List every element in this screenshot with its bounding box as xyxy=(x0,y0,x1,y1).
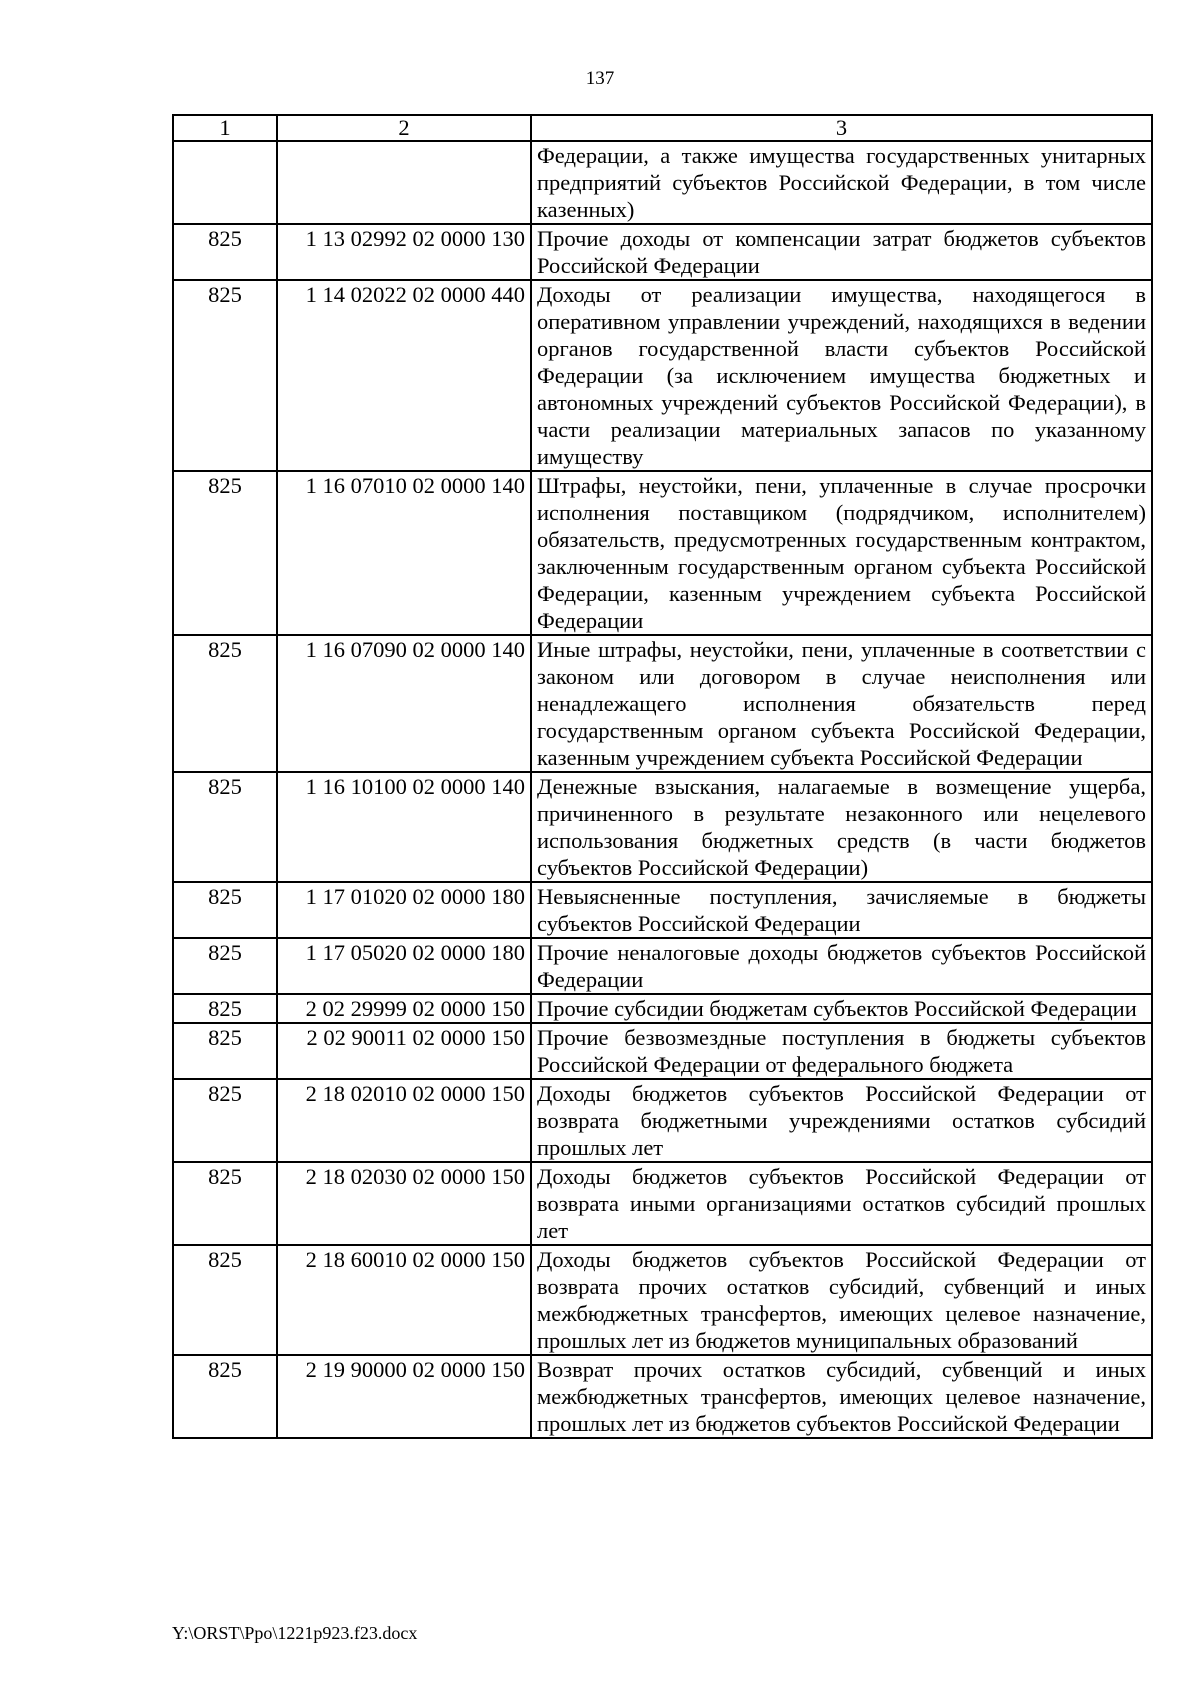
description-cell: Доходы бюджетов субъектов Российской Федерации от возврата бюджетными учреждениями остатков субсидий прошлых лет xyxy=(531,1079,1152,1162)
table-row xyxy=(173,1023,1152,1079)
description-cell: Прочие неналоговые доходы бюджетов субъектов Российской Федерации xyxy=(531,938,1152,994)
table-row xyxy=(173,772,1152,882)
table-row xyxy=(173,1162,1152,1245)
table-row xyxy=(173,1245,1152,1355)
budget-code-cell: 1 13 02992 02 0000 130 xyxy=(277,224,531,280)
budget-code-cell: 1 17 05020 02 0000 180 xyxy=(277,938,531,994)
admin-code-cell xyxy=(173,141,277,224)
column-header-1: 1 xyxy=(173,115,277,141)
description-cell: Прочие субсидии бюджетам субъектов Российской Федерации xyxy=(531,994,1152,1023)
table-row xyxy=(173,280,1152,471)
page-number: 137 xyxy=(585,68,615,89)
budget-code-cell: 2 02 90011 02 0000 150 xyxy=(277,1023,531,1079)
budget-code-cell xyxy=(277,141,531,224)
budget-code-cell: 2 02 29999 02 0000 150 xyxy=(277,994,531,1023)
admin-code-cell: 825 xyxy=(173,1023,277,1079)
admin-code-cell: 825 xyxy=(173,882,277,938)
admin-code-cell: 825 xyxy=(173,938,277,994)
description-cell: Доходы от реализации имущества, находящегося в оперативном управлении учреждений, находящихся в ведении органов государственной власти субъектов Российской Федерации (за исключением имущества бюджетных и автономных учреждений субъектов Российской Федерации), в части реализации материальных запасов по указанному имуществу xyxy=(531,280,1152,471)
admin-code-cell: 825 xyxy=(173,224,277,280)
description-cell: Федерации, а также имущества государственных унитарных предприятий субъектов Российской Федерации, в том числе казенных) xyxy=(531,141,1152,224)
table-row xyxy=(173,635,1152,772)
table-row xyxy=(173,938,1152,994)
column-header-2: 2 xyxy=(277,115,531,141)
description-cell: Невыясненные поступления, зачисляемые в бюджеты субъектов Российской Федерации xyxy=(531,882,1152,938)
admin-code-cell: 825 xyxy=(173,280,277,471)
admin-code-cell: 825 xyxy=(173,1162,277,1245)
column-header-3: 3 xyxy=(531,115,1152,141)
description-cell: Прочие безвозмездные поступления в бюджеты субъектов Российской Федерации от федерального бюджета xyxy=(531,1023,1152,1079)
table-row xyxy=(173,1079,1152,1162)
table-row xyxy=(173,471,1152,635)
description-cell: Возврат прочих остатков субсидий, субвенций и иных межбюджетных трансфертов, имеющих целевое назначение, прошлых лет из бюджетов субъектов Российской Федерации xyxy=(531,1355,1152,1438)
table-row xyxy=(173,224,1152,280)
budget-code-cell: 1 17 01020 02 0000 180 xyxy=(277,882,531,938)
budget-revenue-table xyxy=(172,114,1153,1439)
description-cell: Штрафы, неустойки, пени, уплаченные в случае просрочки исполнения поставщиком (подрядчиком, исполнителем) обязательств, предусмотренных государственным контрактом, заключенным государственным органом субъекта Российской Федерации, казенным учреждением субъекта Российской Федерации xyxy=(531,471,1152,635)
admin-code-cell: 825 xyxy=(173,471,277,635)
table-row xyxy=(173,994,1152,1023)
budget-code-cell: 2 19 90000 02 0000 150 xyxy=(277,1355,531,1438)
budget-code-cell: 2 18 02030 02 0000 150 xyxy=(277,1162,531,1245)
description-cell: Доходы бюджетов субъектов Российской Федерации от возврата прочих остатков субсидий, субвенций и иных межбюджетных трансфертов, имеющих целевое назначение, прошлых лет из бюджетов муниципальных образований xyxy=(531,1245,1152,1355)
budget-code-cell: 1 14 02022 02 0000 440 xyxy=(277,280,531,471)
file-path-footer: Y:\ORST\Ppo\1221p923.f23.docx xyxy=(172,1623,418,1643)
admin-code-cell: 825 xyxy=(173,1245,277,1355)
budget-code-cell: 1 16 10100 02 0000 140 xyxy=(277,772,531,882)
budget-code-cell: 1 16 07010 02 0000 140 xyxy=(277,471,531,635)
budget-code-cell: 2 18 02010 02 0000 150 xyxy=(277,1079,531,1162)
description-cell: Прочие доходы от компенсации затрат бюджетов субъектов Российской Федерации xyxy=(531,224,1152,280)
budget-code-cell: 1 16 07090 02 0000 140 xyxy=(277,635,531,772)
table-header-row xyxy=(173,115,1152,141)
admin-code-cell: 825 xyxy=(173,1079,277,1162)
description-cell: Денежные взыскания, налагаемые в возмещение ущерба, причиненного в результате незаконного или нецелевого использования бюджетных средств (в части бюджетов субъектов Российской Федерации) xyxy=(531,772,1152,882)
table-row xyxy=(173,141,1152,224)
table-row xyxy=(173,1355,1152,1438)
description-cell: Иные штрафы, неустойки, пени, уплаченные в соответствии с законом или договором в случае неисполнения или ненадлежащего исполнения обязательств перед государственным органом субъекта Российской Федерации, казенным учреждением субъекта Российской Федерации xyxy=(531,635,1152,772)
admin-code-cell: 825 xyxy=(173,1355,277,1438)
description-cell: Доходы бюджетов субъектов Российской Федерации от возврата иными организациями остатков субсидий прошлых лет xyxy=(531,1162,1152,1245)
admin-code-cell: 825 xyxy=(173,772,277,882)
admin-code-cell: 825 xyxy=(173,994,277,1023)
table-row xyxy=(173,882,1152,938)
budget-code-cell: 2 18 60010 02 0000 150 xyxy=(277,1245,531,1355)
admin-code-cell: 825 xyxy=(173,635,277,772)
